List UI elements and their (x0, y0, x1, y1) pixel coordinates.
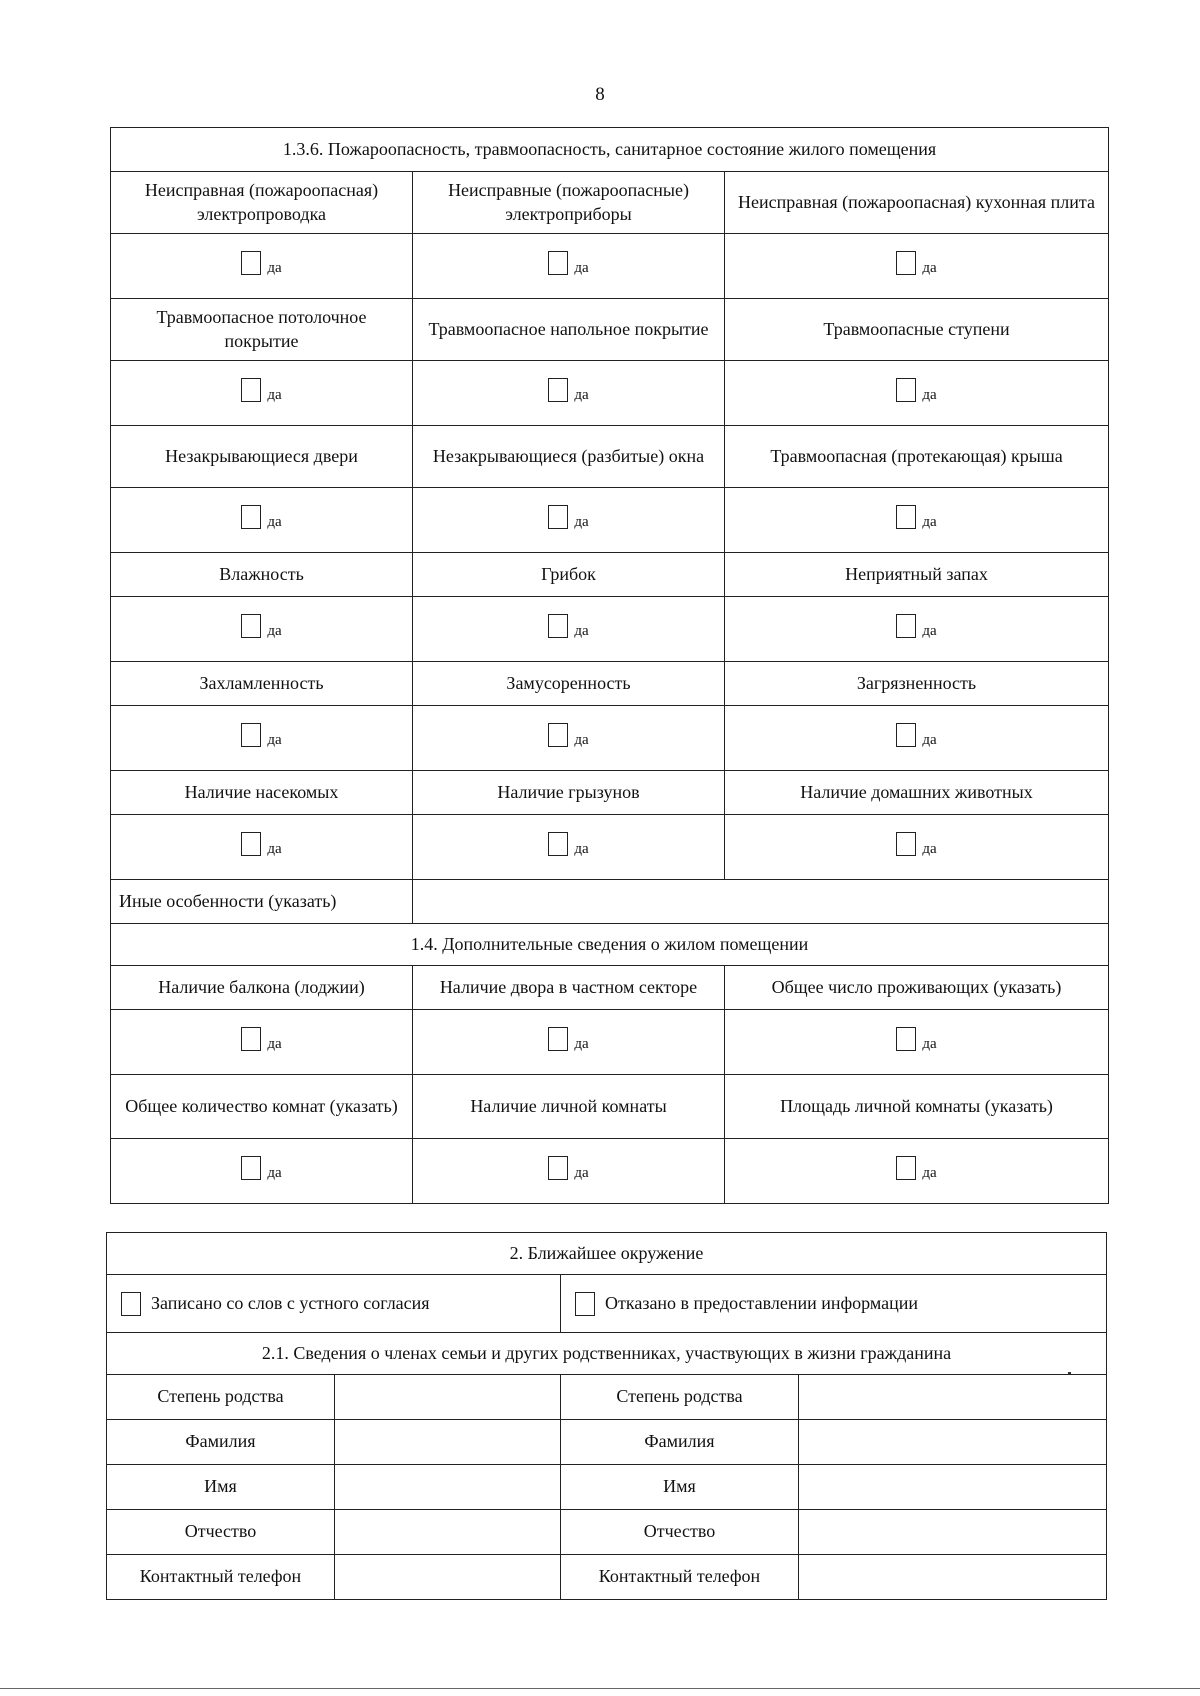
criterion-5-1-checkbox[interactable] (548, 832, 588, 856)
checkbox-yes-label: да (922, 1165, 937, 1182)
stray-mark (1068, 1372, 1071, 1374)
criterion-0-0-checkbox-cell (111, 234, 413, 299)
criterion-label: Замусоренность (413, 662, 725, 706)
checkbox-yes-label: да (574, 387, 589, 404)
criterion-3-2-checkbox[interactable] (896, 614, 936, 638)
checkbox-square-icon[interactable] (896, 505, 916, 529)
criterion-1-0-checkbox-cell (111, 361, 413, 426)
checkbox-yes-label: да (922, 732, 937, 749)
checkbox-square-icon[interactable] (241, 505, 261, 529)
page-number: 8 (595, 84, 605, 105)
checkbox-square-icon[interactable] (896, 1027, 916, 1051)
criterion-0-1-checkbox[interactable] (548, 251, 588, 275)
criterion-2-0-checkbox[interactable] (241, 505, 281, 529)
criterion-label: Грибок (413, 553, 725, 597)
checkbox-square-icon[interactable] (896, 251, 916, 275)
relative-field-input[interactable] (799, 1510, 1107, 1555)
checkbox-square-icon[interactable] (548, 505, 568, 529)
criterion-label: Загрязненность (725, 662, 1109, 706)
criterion-5-0-checkbox-cell (111, 815, 413, 880)
other-features-label: Иные особенности (указать) (111, 880, 413, 924)
checkbox-yes-label: да (267, 623, 282, 640)
checkbox-square-icon[interactable] (548, 251, 568, 275)
dwelling-0-1-checkbox[interactable] (548, 1027, 588, 1051)
checkbox-square-icon[interactable] (241, 378, 261, 402)
checkbox-square-icon[interactable] (548, 723, 568, 747)
criterion-label: Незакрывающиеся (разбитые) окна (413, 426, 725, 488)
relative-field-label: Степень родства (561, 1375, 799, 1420)
criterion-3-1-checkbox[interactable] (548, 614, 588, 638)
criterion-1-0-checkbox[interactable] (241, 378, 281, 402)
checkbox-yes-label: да (574, 260, 589, 277)
dwelling-0-0-checkbox-cell (111, 1010, 413, 1075)
criterion-1-2-checkbox[interactable] (896, 378, 936, 402)
criterion-3-1-checkbox-cell (413, 597, 725, 662)
relative-field-label: Имя (107, 1465, 335, 1510)
checkbox-yes-label: да (922, 260, 937, 277)
checkbox-yes-label: да (267, 841, 282, 858)
checkbox-square-icon[interactable] (896, 378, 916, 402)
criterion-label: Неисправные (пожароопасные) электроприборы (413, 172, 725, 234)
relative-field-input[interactable] (335, 1555, 561, 1600)
criterion-label: Травмоопасное потолочное покрытие (111, 299, 413, 361)
dwelling-info-label: Общее количество комнат (указать) (111, 1075, 413, 1139)
criterion-0-1-checkbox-cell (413, 234, 725, 299)
checkbox-yes-label: да (574, 514, 589, 531)
relative-field-input[interactable] (799, 1375, 1107, 1420)
criterion-label: Незакрывающиеся двери (111, 426, 413, 488)
checkbox-square-icon[interactable] (896, 1156, 916, 1180)
relative-field-input[interactable] (335, 1420, 561, 1465)
criterion-4-0-checkbox-cell (111, 706, 413, 771)
criterion-label: Наличие домашних животных (725, 771, 1109, 815)
housing-condition-table (110, 127, 1109, 1204)
criterion-5-1-checkbox-cell (413, 815, 725, 880)
checkbox-yes-label: да (922, 387, 937, 404)
criterion-4-1-checkbox-cell (413, 706, 725, 771)
checkbox-square-icon[interactable] (241, 723, 261, 747)
relative-field-input[interactable] (799, 1465, 1107, 1510)
checkbox-yes-label: да (267, 514, 282, 531)
criterion-0-2-checkbox[interactable] (896, 251, 936, 275)
family-table (106, 1232, 1107, 1600)
relative-field-label: Контактный телефон (107, 1555, 335, 1600)
relative-field-input[interactable] (799, 1420, 1107, 1465)
dwelling-info-label: Наличие двора в частном секторе (413, 966, 725, 1010)
checkbox-square-icon[interactable] (896, 614, 916, 638)
dwelling-0-2-checkbox-cell (725, 1010, 1109, 1075)
relative-field-label: Отчество (107, 1510, 335, 1555)
checkbox-square-icon[interactable] (896, 723, 916, 747)
checkbox-yes-label: да (267, 1036, 282, 1053)
criterion-4-2-checkbox[interactable] (896, 723, 936, 747)
relative-field-label: Контактный телефон (561, 1555, 799, 1600)
checkbox-square-icon[interactable] (241, 251, 261, 275)
relative-field-label: Фамилия (561, 1420, 799, 1465)
criterion-1-1-checkbox[interactable] (548, 378, 588, 402)
dwelling-1-2-checkbox-cell (725, 1139, 1109, 1204)
consent-no-checkbox[interactable] (569, 1292, 1098, 1316)
relative-field-input[interactable] (799, 1555, 1107, 1600)
dwelling-info-label: Наличие балкона (лоджии) (111, 966, 413, 1010)
checkbox-square-icon[interactable] (241, 1156, 261, 1180)
criterion-4-2-checkbox-cell (725, 706, 1109, 771)
checkbox-yes-label: да (574, 1165, 589, 1182)
criterion-5-2-checkbox-cell (725, 815, 1109, 880)
checkbox-yes-label: да (267, 387, 282, 404)
page-bottom-rule (0, 1688, 1200, 1689)
criterion-1-2-checkbox-cell (725, 361, 1109, 426)
checkbox-yes-label: да (267, 1165, 282, 1182)
checkbox-square-icon[interactable] (121, 1292, 141, 1316)
criterion-label: Неприятный запах (725, 553, 1109, 597)
dwelling-0-1-checkbox-cell (413, 1010, 725, 1075)
dwelling-1-1-checkbox[interactable] (548, 1156, 588, 1180)
relative-field-input[interactable] (335, 1465, 561, 1510)
criterion-4-1-checkbox[interactable] (548, 723, 588, 747)
consent-no-cell (561, 1275, 1107, 1333)
section-2-1-title: 2.1. Сведения о членах семьи и других родственниках, участвующих в жизни гражданина (107, 1333, 1107, 1375)
section-1-3-6-title: 1.3.6. Пожароопасность, травмоопасность, санитарное состояние жилого помещения (111, 128, 1109, 172)
checkbox-yes-label: да (267, 260, 282, 277)
relative-field-label: Имя (561, 1465, 799, 1510)
criterion-0-2-checkbox-cell (725, 234, 1109, 299)
criterion-label: Захламленность (111, 662, 413, 706)
consent-no-label: Отказано в предоставлении информации (605, 1293, 919, 1314)
other-features-field[interactable] (413, 880, 1109, 924)
criterion-0-0-checkbox[interactable] (241, 251, 281, 275)
criterion-label: Влажность (111, 553, 413, 597)
checkbox-square-icon[interactable] (548, 378, 568, 402)
criterion-2-0-checkbox-cell (111, 488, 413, 553)
criterion-1-1-checkbox-cell (413, 361, 725, 426)
dwelling-1-0-checkbox-cell (111, 1139, 413, 1204)
checkbox-square-icon[interactable] (548, 832, 568, 856)
checkbox-yes-label: да (574, 623, 589, 640)
criterion-label: Неисправная (пожароопасная) кухонная плита (725, 172, 1109, 234)
criterion-2-2-checkbox-cell (725, 488, 1109, 553)
consent-yes-checkbox[interactable] (115, 1292, 552, 1316)
checkbox-yes-label: да (574, 1036, 589, 1053)
checkbox-square-icon[interactable] (896, 832, 916, 856)
relative-field-input[interactable] (335, 1375, 561, 1420)
criterion-label: Наличие грызунов (413, 771, 725, 815)
criterion-3-0-checkbox-cell (111, 597, 413, 662)
checkbox-yes-label: да (922, 623, 937, 640)
dwelling-1-1-checkbox-cell (413, 1139, 725, 1204)
dwelling-info-label: Наличие личной комнаты (413, 1075, 725, 1139)
criterion-4-0-checkbox[interactable] (241, 723, 281, 747)
checkbox-square-icon[interactable] (548, 614, 568, 638)
relative-field-label: Отчество (561, 1510, 799, 1555)
checkbox-yes-label: да (922, 514, 937, 531)
relative-field-label: Степень родства (107, 1375, 335, 1420)
consent-yes-cell (107, 1275, 561, 1333)
checkbox-yes-label: да (922, 841, 937, 858)
criterion-label: Наличие насекомых (111, 771, 413, 815)
criterion-label: Травмоопасное напольное покрытие (413, 299, 725, 361)
dwelling-1-0-checkbox[interactable] (241, 1156, 281, 1180)
relative-field-label: Фамилия (107, 1420, 335, 1465)
checkbox-yes-label: да (922, 1036, 937, 1053)
criterion-5-2-checkbox[interactable] (896, 832, 936, 856)
criterion-5-0-checkbox[interactable] (241, 832, 281, 856)
dwelling-info-label: Площадь личной комнаты (указать) (725, 1075, 1109, 1139)
criterion-label: Травмоопасные ступени (725, 299, 1109, 361)
checkbox-square-icon[interactable] (241, 614, 261, 638)
section-2-title: 2. Ближайшее окружение (107, 1233, 1107, 1275)
criterion-3-0-checkbox[interactable] (241, 614, 281, 638)
checkbox-yes-label: да (267, 732, 282, 749)
checkbox-yes-label: да (574, 841, 589, 858)
checkbox-square-icon[interactable] (548, 1027, 568, 1051)
checkbox-square-icon[interactable] (548, 1156, 568, 1180)
criterion-2-2-checkbox[interactable] (896, 505, 936, 529)
checkbox-square-icon[interactable] (575, 1292, 595, 1316)
checkbox-square-icon[interactable] (241, 1027, 261, 1051)
dwelling-0-0-checkbox[interactable] (241, 1027, 281, 1051)
relative-field-input[interactable] (335, 1510, 561, 1555)
checkbox-yes-label: да (574, 732, 589, 749)
criterion-label: Травмоопасная (протекающая) крыша (725, 426, 1109, 488)
criterion-2-1-checkbox-cell (413, 488, 725, 553)
dwelling-info-label: Общее число проживающих (указать) (725, 966, 1109, 1010)
criterion-label: Неисправная (пожароопасная) электропроводка (111, 172, 413, 234)
criterion-3-2-checkbox-cell (725, 597, 1109, 662)
consent-yes-label: Записано со слов с устного согласия (151, 1293, 430, 1314)
checkbox-square-icon[interactable] (241, 832, 261, 856)
criterion-2-1-checkbox[interactable] (548, 505, 588, 529)
dwelling-1-2-checkbox[interactable] (896, 1156, 936, 1180)
section-1-4-title: 1.4. Дополнительные сведения о жилом помещении (111, 924, 1109, 966)
dwelling-0-2-checkbox[interactable] (896, 1027, 936, 1051)
